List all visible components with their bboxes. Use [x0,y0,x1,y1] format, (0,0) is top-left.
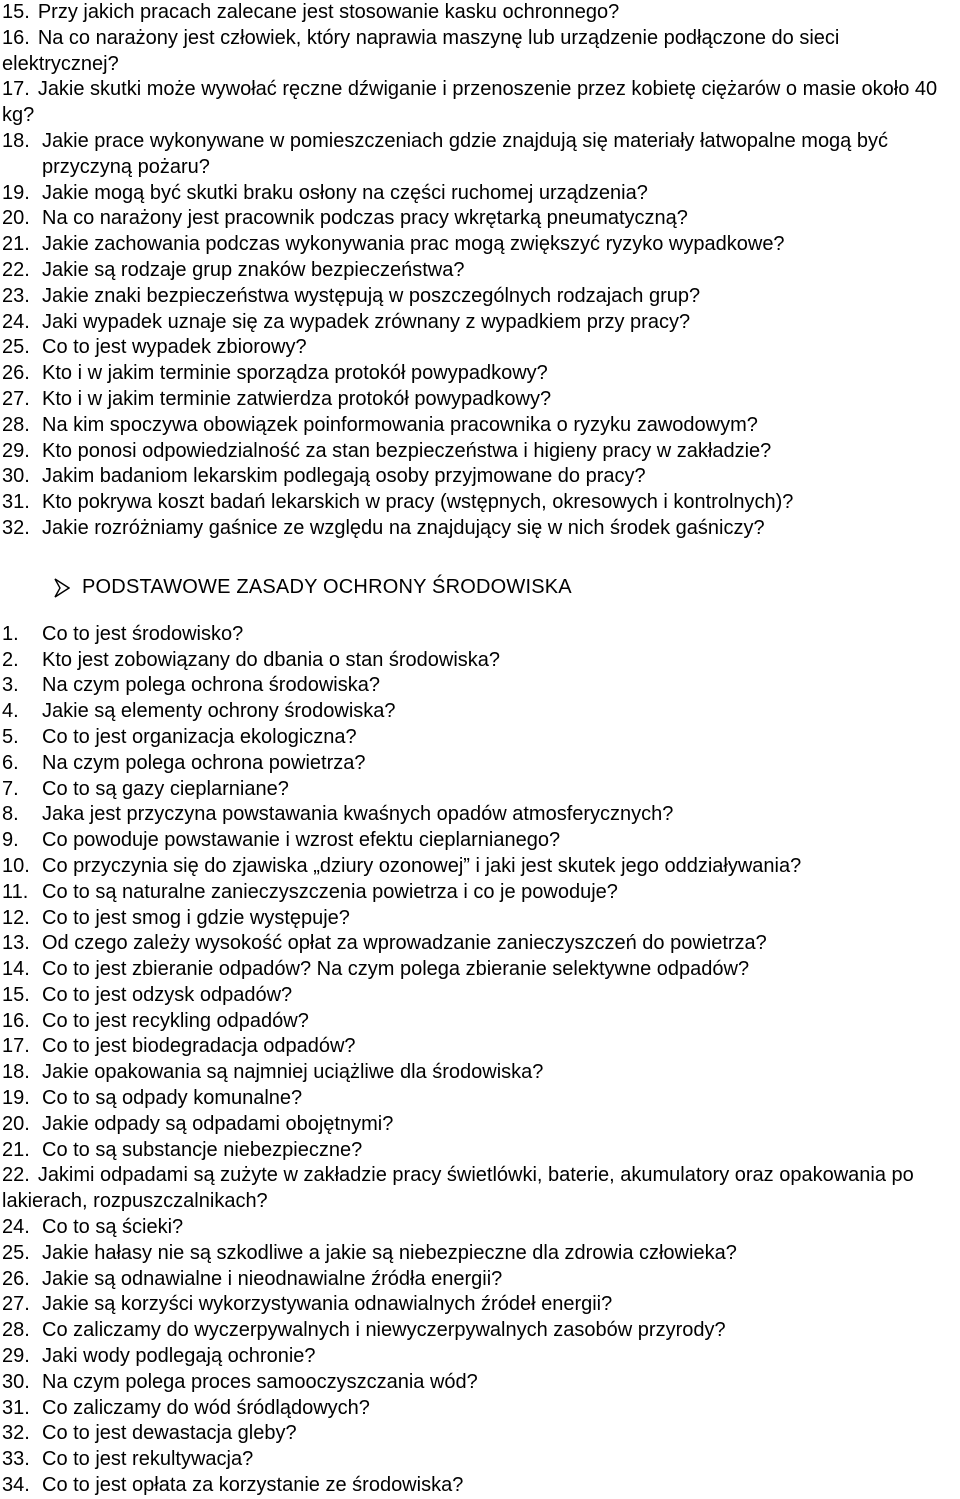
item-text: Co to jest dewastacja gleby? [42,1422,297,1445]
item-number: 17. [2,1035,30,1058]
item-number: 30. [2,1370,30,1393]
item-number: 5. [2,725,19,748]
list-item [0,1344,960,1370]
list-item [0,1034,960,1060]
item-number: 29. [2,439,30,462]
item-number: 25. [2,336,30,359]
item-text: Od czego zależy wysokość opłat za wprowadzanie zanieczyszczeń do powietrza? [42,932,767,955]
section-heading-text: PODSTAWOWE ZASADY OCHRONY ŚRODOWISKA [82,575,572,598]
list-item [0,1447,960,1473]
item-text: Co to są substancje niebezpieczne? [42,1138,363,1161]
item-text: Co to jest rekultywacja? [42,1448,254,1471]
item-number: 23. [2,284,30,307]
list-item [0,129,960,181]
item-text: Co to jest zbieranie odpadów? Na czym polega zbieranie selektywne odpadów? [42,958,750,981]
item-number: 25. [2,1241,30,1264]
item-number: 32. [2,1422,30,1445]
item-text: Na kim spoczywa obowiązek poinformowania pracownika o ryzyku zawodowym? [42,413,758,436]
list-item [0,490,960,516]
item-text: Jakie prace wykonywane w pomieszczeniach gdzie znajdują się materiały łatwopalne mogą być przyczyną pożaru? [42,129,888,178]
item-number: 28. [2,413,30,436]
list-item [0,258,960,284]
item-number: 27. [2,387,30,410]
list-item [0,206,960,232]
list-item [0,931,960,957]
list-item [0,1163,960,1215]
list-item [0,983,960,1009]
item-text: Jakie opakowania są najmniej uciążliwe dla środowiska? [42,1061,544,1084]
list-item [0,1138,960,1164]
item-text: Jakie są odnawialne i nieodnawialne źródła energii? [42,1267,503,1290]
list-item [0,751,960,777]
list-item [0,1421,960,1447]
item-text: Jakim badaniom lekarskim podlegają osoby przyjmowane do pracy? [42,465,646,488]
section-heading [0,568,960,608]
list-item [0,1292,960,1318]
item-text: Co to jest recykling odpadów? [42,1009,309,1032]
item-number: 22. [2,258,30,281]
item-number: 14. [2,958,30,981]
list-item [0,699,960,725]
item-text: Co to są ścieki? [42,1216,184,1239]
item-text: Na co narażony jest pracownik podczas pracy wkrętarką pneumatyczną? [42,207,688,230]
item-number: 10. [2,854,30,877]
list-item [0,1060,960,1086]
list-item [0,1009,960,1035]
list-item [0,906,960,932]
item-number: 27. [2,1293,30,1316]
item-text: Kto pokrywa koszt badań lekarskich w pracy (wstępnych, okresowych i kontrolnych)? [42,491,794,514]
item-text: Jakie mogą być skutki braku osłony na części ruchomej urządzenia? [42,181,648,204]
item-number: 34. [2,1474,30,1497]
item-number: 22. [2,1164,30,1187]
list-item [0,310,960,336]
list-item [0,284,960,310]
list-item [0,464,960,490]
item-text: Kto jest zobowiązany do dbania o stan środowiska? [42,648,501,671]
item-text: Jakie są korzyści wykorzystywania odnawialnych źródeł energii? [42,1293,613,1316]
item-number: 16. [2,26,30,49]
item-text: Co to jest środowisko? [42,622,244,645]
arrowhead-bullet-icon [54,578,70,598]
list-item [0,1267,960,1293]
item-number: 21. [2,1138,30,1161]
list-item [0,1086,960,1112]
question-list-environment [0,622,960,1499]
item-text: Co to jest smog i gdzie występuje? [42,906,350,929]
item-number: 17. [2,78,30,101]
item-number: 19. [2,1087,30,1110]
list-item [0,880,960,906]
list-item [0,387,960,413]
list-item [0,361,960,387]
item-text: Co powoduje powstawanie i wzrost efektu cieplarnianego? [42,829,561,852]
list-item [0,516,960,542]
list-item [0,1215,960,1241]
list-item [0,1318,960,1344]
list-item [0,439,960,465]
item-number: 2. [2,648,19,671]
list-item [0,673,960,699]
item-number: 20. [2,207,30,230]
list-item [0,648,960,674]
item-text: Kto i w jakim terminie zatwierdza protokół powypadkowy? [42,387,552,410]
item-number: 4. [2,700,19,723]
item-number: 30. [2,465,30,488]
item-number: 28. [2,1319,30,1342]
list-item [0,1473,960,1499]
item-number: 1. [2,622,19,645]
list-item [0,622,960,648]
item-text: Jakie znaki bezpieczeństwa występują w poszczególnych rodzajach grup? [42,284,701,307]
list-item [0,1370,960,1396]
item-number: 26. [2,362,30,385]
list-item [0,232,960,258]
item-number: 33. [2,1448,30,1471]
list-item [0,725,960,751]
item-number: 6. [2,751,19,774]
item-text: Co zaliczamy do wyczerpywalnych i niewyczerpywalnych zasobów przyrody? [42,1319,726,1342]
item-text: Jaki wypadek uznaje się za wypadek zrównany z wypadkiem przy pracy? [42,310,691,333]
item-number: 15. [2,983,30,1006]
item-text: Jaki wody podlegają ochronie? [42,1345,316,1368]
item-number: 13. [2,932,30,955]
list-item [0,777,960,803]
item-number: 32. [2,516,30,539]
item-text: Na czym polega ochrona powietrza? [42,751,366,774]
list-item [0,1396,960,1422]
question-list-safety [0,0,960,542]
item-text: Co zaliczamy do wód śródlądowych? [42,1396,370,1419]
item-text: Co to jest biodegradacja odpadów? [42,1035,356,1058]
item-text: Na czym polega proces samooczyszczania wód? [42,1370,478,1393]
item-text: Co to jest odzysk odpadów? [42,983,293,1006]
item-text: Jakie hałasy nie są szkodliwe a jakie są niebezpieczne dla zdrowia człowieka? [42,1241,737,1264]
item-number: 24. [2,1216,30,1239]
item-text: Jakie są elementy ochrony środowiska? [42,700,396,723]
item-number: 31. [2,491,30,514]
item-number: 18. [2,129,30,152]
item-text: Przy jakich pracach zalecane jest stosowanie kasku ochronnego? [37,1,620,23]
list-item [0,181,960,207]
item-text: Co to są odpady komunalne? [42,1087,303,1110]
list-item [0,1112,960,1138]
item-number: 19. [2,181,30,204]
item-text: Jaka jest przyczyna powstawania kwaśnych opadów atmosferycznych? [42,803,674,826]
list-item [0,1241,960,1267]
item-text: Co przyczynia się do zjawiska „dziury ozonowej” i jaki jest skutek jego oddziaływania? [42,854,802,877]
list-item [0,0,960,26]
item-text: Co to są gazy cieplarniane? [42,777,289,800]
item-number: 24. [2,310,30,333]
list-item [0,26,960,78]
item-text: Kto ponosi odpowiedzialność za stan bezpieczeństwa i higieny pracy w zakładzie? [42,439,772,462]
item-text: Na czym polega ochrona środowiska? [42,674,380,697]
item-text: Co to jest opłata za korzystanie ze środowiska? [42,1474,464,1497]
item-text: Co to są naturalne zanieczyszczenia powietrza i co je powoduje? [42,880,618,903]
list-item [0,802,960,828]
list-item [0,854,960,880]
item-number: 3. [2,674,19,697]
item-text: Jakie są rodzaje grup znaków bezpieczeństwa? [42,258,465,281]
list-item [0,957,960,983]
item-number: 16. [2,1009,30,1032]
list-item [0,413,960,439]
item-number: 29. [2,1345,30,1368]
item-text: Jakie zachowania podczas wykonywania prac mogą zwiększyć ryzyko wypadkowe? [42,233,785,256]
item-text: Jakie odpady są odpadami obojętnymi? [42,1112,394,1135]
item-number: 12. [2,906,30,929]
item-number: 11. [2,880,29,903]
list-item [0,828,960,854]
item-number: 31. [2,1396,30,1419]
item-number: 26. [2,1267,30,1290]
item-number: 21. [2,233,30,256]
item-text: Na co narażony jest człowiek, który naprawia maszynę lub urządzenie podłączone do sieci elektrycznej? [2,26,840,75]
item-number: 18. [2,1061,30,1084]
item-text: Jakie skutki może wywołać ręczne dźwiganie i przenoszenie przez kobietę ciężarów o masie około 40 kg? [2,78,938,127]
item-number: 9. [2,829,19,852]
item-number: 20. [2,1112,30,1135]
item-text: Kto i w jakim terminie sporządza protokół powypadkowy? [42,362,548,385]
list-item [0,335,960,361]
item-text: Jakimi odpadami są zużyte w zakładzie pracy świetlówki, baterie, akumulatory oraz opakowania po lakierach, rozpuszczalnikach? [2,1164,914,1213]
item-text: Co to jest wypadek zbiorowy? [42,336,307,359]
list-item [0,77,960,129]
item-text: Co to jest organizacja ekologiczna? [42,725,357,748]
item-number: 7. [2,777,19,800]
item-number: 15. [2,1,30,23]
item-text: Jakie rozróżniamy gaśnice ze względu na znajdujący się w nich środek gaśniczy? [42,516,765,539]
item-number: 8. [2,803,19,826]
